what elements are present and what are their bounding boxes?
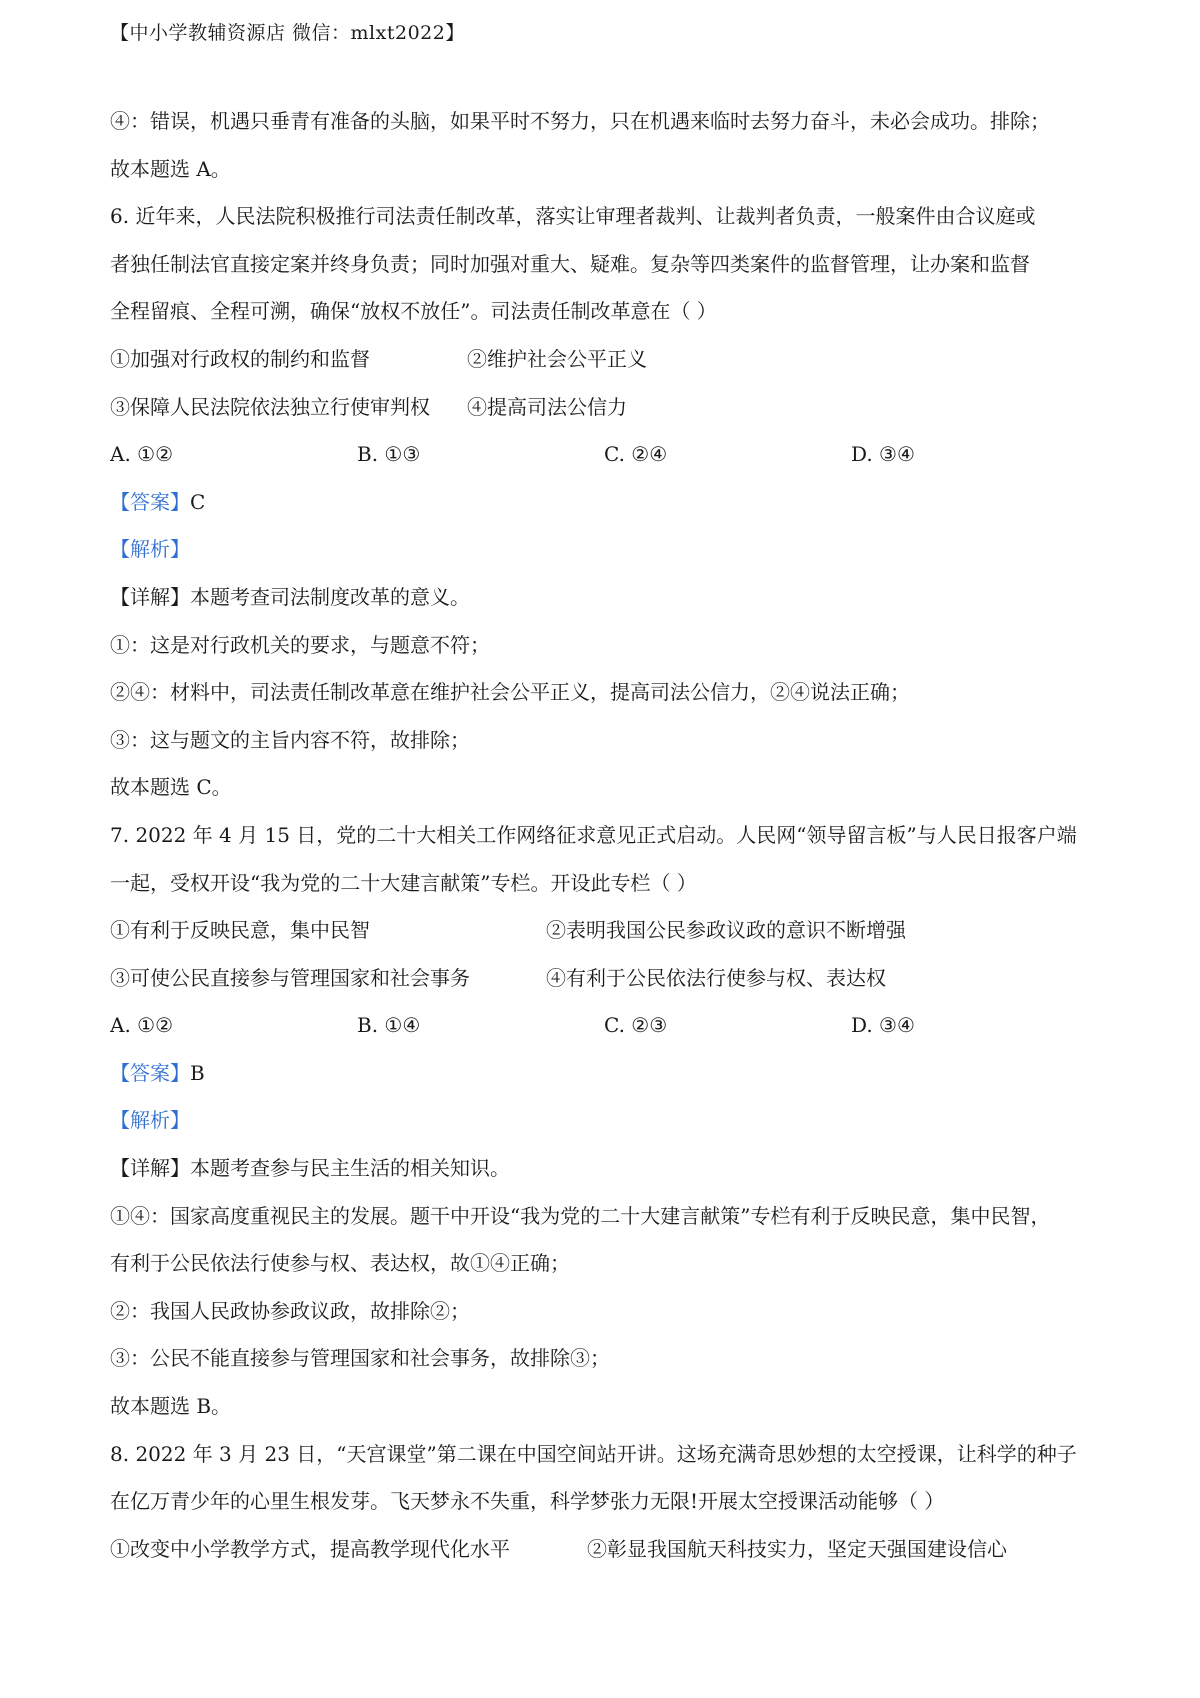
- q6-explanation-line: ①：这是对行政机关的要求，与题意不符；: [110, 632, 490, 657]
- document-body: [110, 98, 1100, 1573]
- q5-explanation-line: ④：错误，机遇只垂青有准备的头脑，如果平时不努力，只在机遇来临时去努力奋斗，未必会成功。排除；: [110, 109, 1050, 133]
- q7-items-row: [110, 955, 1100, 1003]
- q7-explanation-line: ②：我国人民政协参政议政，故排除②；: [110, 1298, 470, 1323]
- q6-conclusion: 故本题选 C。: [110, 775, 232, 800]
- q6-items-row: [110, 384, 1100, 432]
- q6-item: ②维护社会公平正义: [467, 346, 647, 371]
- q6-choice-c: C. ②④: [604, 442, 668, 467]
- q6-choices-row: [110, 431, 1100, 479]
- q6-choice-d: D. ③④: [851, 442, 915, 467]
- answer-tag: 【答案】: [110, 489, 190, 514]
- q7-item: ①有利于反映民意，集中民智: [110, 918, 370, 943]
- q7-explanation-line: 有利于公民依法行使参与权、表达权，故①④正确；: [110, 1251, 570, 1276]
- q6-choice-b: B. ①③: [357, 442, 421, 467]
- q8-items-row: [110, 1526, 1100, 1574]
- answer-value: B: [190, 1060, 205, 1085]
- q6-answer: [110, 479, 1100, 527]
- q5-conclusion: 故本题选 A。: [110, 156, 231, 181]
- q6-stem-line: 全程留痕、全程可溯，确保“放权不放任”。司法责任制改革意在（ ）: [110, 299, 717, 324]
- q6-choice-a: A. ①②: [110, 442, 174, 467]
- q8-stem-line: 8. 2022 年 3 月 23 日，“天宫课堂”第二课在中国空间站开讲。这场充满奇思妙想的太空授课，让科学的种子: [110, 1441, 1077, 1466]
- q7-explanation-line: ①④：国家高度重视民主的发展。题干中开设“我为党的二十大建言献策”专栏有利于反映民意，集中民智，: [110, 1203, 1051, 1228]
- q7-explanation-line: 【详解】本题考查参与民主生活的相关知识。: [110, 1156, 510, 1181]
- q7-explanation-line: ③：公民不能直接参与管理国家和社会事务，故排除③；: [110, 1346, 610, 1371]
- q8-item: ①改变中小学教学方式，提高教学现代化水平: [110, 1536, 510, 1561]
- q7-conclusion: 故本题选 B。: [110, 1394, 232, 1419]
- q7-choice-a: A. ①②: [110, 1013, 174, 1038]
- q7-items-row: [110, 907, 1100, 955]
- q7-choice-b: B. ①④: [357, 1013, 421, 1038]
- q8-item: ②彰显我国航天科技实力，坚定天强国建设信心: [587, 1536, 1007, 1561]
- q6-explanation-line: ②④：材料中，司法责任制改革意在维护社会公平正义，提高司法公信力，②④说法正确；: [110, 680, 910, 705]
- q6-items-row: [110, 336, 1100, 384]
- page-header-watermark: 【中小学教辅资源店 微信：mlxt2022】: [110, 22, 465, 44]
- q7-choice-d: D. ③④: [851, 1013, 915, 1038]
- q6-explanation-line: ③：这与题文的主旨内容不符，故排除；: [110, 727, 470, 752]
- q7-item: ③可使公民直接参与管理国家和社会事务: [110, 965, 470, 990]
- q6-analysis-tag: 【解析】: [110, 537, 190, 562]
- q6-stem-line: 者独任制法官直接定案并终身负责；同时加强对重大、疑难。复杂等四类案件的监督管理，让办案和监督: [110, 251, 1030, 276]
- q7-choice-c: C. ②③: [604, 1013, 668, 1038]
- answer-tag: 【答案】: [110, 1060, 190, 1085]
- q7-item: ②表明我国公民参政议政的意识不断增强: [546, 918, 906, 943]
- q6-item: ①加强对行政权的制约和监督: [110, 346, 370, 371]
- q7-choices-row: [110, 1002, 1100, 1050]
- q7-analysis-tag: 【解析】: [110, 1108, 190, 1133]
- q7-stem-line: 一起，受权开设“我为党的二十大建言献策”专栏。开设此专栏（ ）: [110, 870, 697, 895]
- q7-item: ④有利于公民依法行使参与权、表达权: [546, 965, 886, 990]
- q8-stem-line: 在亿万青少年的心里生根发芽。飞天梦永不失重，科学梦张力无限!开展太空授课活动能够（ ）: [110, 1489, 945, 1514]
- q6-explanation-line: 【详解】本题考查司法制度改革的意义。: [110, 584, 470, 609]
- q7-answer: [110, 1050, 1100, 1098]
- q6-item: ④提高司法公信力: [467, 394, 627, 419]
- q6-stem-line: 6. 近年来，人民法院积极推行司法责任制改革，落实让审理者裁判、让裁判者负责，一般案件由合议庭或: [110, 204, 1036, 229]
- answer-value: C: [190, 489, 206, 514]
- q6-item: ③保障人民法院依法独立行使审判权: [110, 394, 430, 419]
- q7-stem-line: 7. 2022 年 4 月 15 日，党的二十大相关工作网络征求意见正式启动。人民网“领导留言板”与人民日报客户端: [110, 822, 1077, 847]
